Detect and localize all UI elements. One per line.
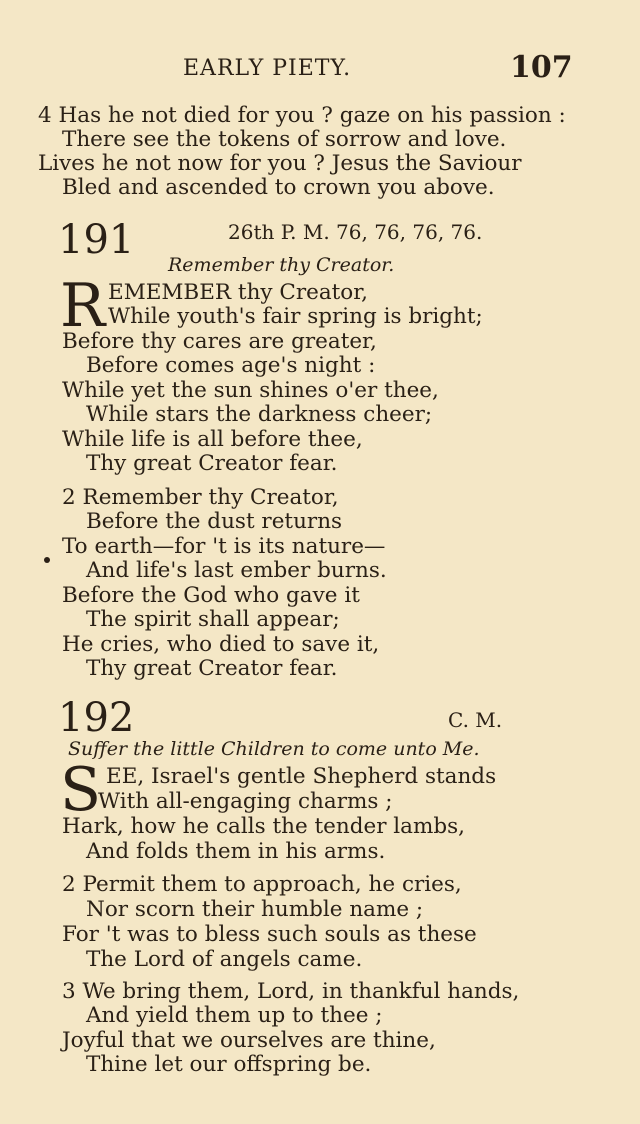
verse-line: Before the God who gave it — [62, 583, 360, 608]
verse-line: And folds them in his arms. — [86, 839, 386, 864]
verse-line: Before the dust returns — [86, 509, 343, 534]
verse-line: EE, Israel's gentle Shepherd stands — [106, 764, 497, 789]
ink-speck — [44, 557, 50, 563]
verse-line: He cries, who died to save it, — [62, 632, 380, 657]
verse-line: With all-engaging charms ; — [98, 789, 393, 814]
verse-line: 3 We bring them, Lord, in thankful hands, — [62, 979, 520, 1004]
verse-line: The Lord of angels came. — [86, 947, 363, 972]
verse-line: Before comes age's night : — [86, 353, 376, 378]
verse-line: Nor scorn their humble name ; — [86, 897, 424, 922]
running-head: EARLY PIETY. — [183, 56, 352, 81]
verse-line: While youth's fair spring is bright; — [108, 304, 483, 329]
hymn-subtitle: Remember thy Creator. — [168, 254, 395, 276]
verse-line: There see the tokens of sorrow and love. — [62, 127, 507, 152]
verse-line: And yield them up to thee ; — [86, 1003, 383, 1028]
verse-line: Thine let our offspring be. — [86, 1052, 372, 1077]
verse-line: 2 Permit them to approach, he cries, — [62, 872, 462, 897]
hymn-subtitle: Suffer the little Children to come unto Me. — [68, 738, 480, 760]
verse-line: 4 Has he not died for you ? gaze on his passion : — [38, 103, 566, 128]
page-header — [0, 50, 640, 90]
verse-line: Hark, how he calls the tender lambs, — [62, 814, 466, 839]
verse-line: Thy great Creator fear. — [86, 451, 338, 476]
verse-line: Before thy cares are greater, — [62, 329, 377, 354]
verse-line: And life's last ember burns. — [86, 558, 387, 583]
verse-line: While stars the darkness cheer; — [86, 402, 433, 427]
verse-line: While yet the sun shines o'er thee, — [62, 378, 439, 403]
hymn-meter: 26th P. M. 76, 76, 76, 76. — [228, 220, 483, 244]
drop-cap: R — [60, 271, 106, 341]
verse-line: For 't was to bless such souls as these — [62, 922, 477, 947]
verse-line: The spirit shall appear; — [86, 607, 340, 632]
page-number: 107 — [510, 50, 573, 85]
verse-line: EMEMBER thy Creator, — [108, 280, 369, 305]
verse-line: Thy great Creator fear. — [86, 656, 338, 681]
verse-line: Bled and ascended to crown you above. — [62, 175, 495, 200]
hymn-number: 191 — [58, 217, 135, 263]
verse-line: Joyful that we ourselves are thine, — [62, 1028, 436, 1053]
drop-cap: S — [60, 755, 102, 825]
verse-line: While life is all before thee, — [62, 427, 363, 452]
verse-line: 2 Remember thy Creator, — [62, 485, 339, 510]
hymn-meter: C. M. — [448, 708, 503, 732]
verse-line: Lives he not now for you ? Jesus the Saviour — [38, 151, 522, 176]
hymn-number: 192 — [58, 695, 135, 741]
verse-line: To earth—for 't is its nature— — [62, 534, 386, 559]
